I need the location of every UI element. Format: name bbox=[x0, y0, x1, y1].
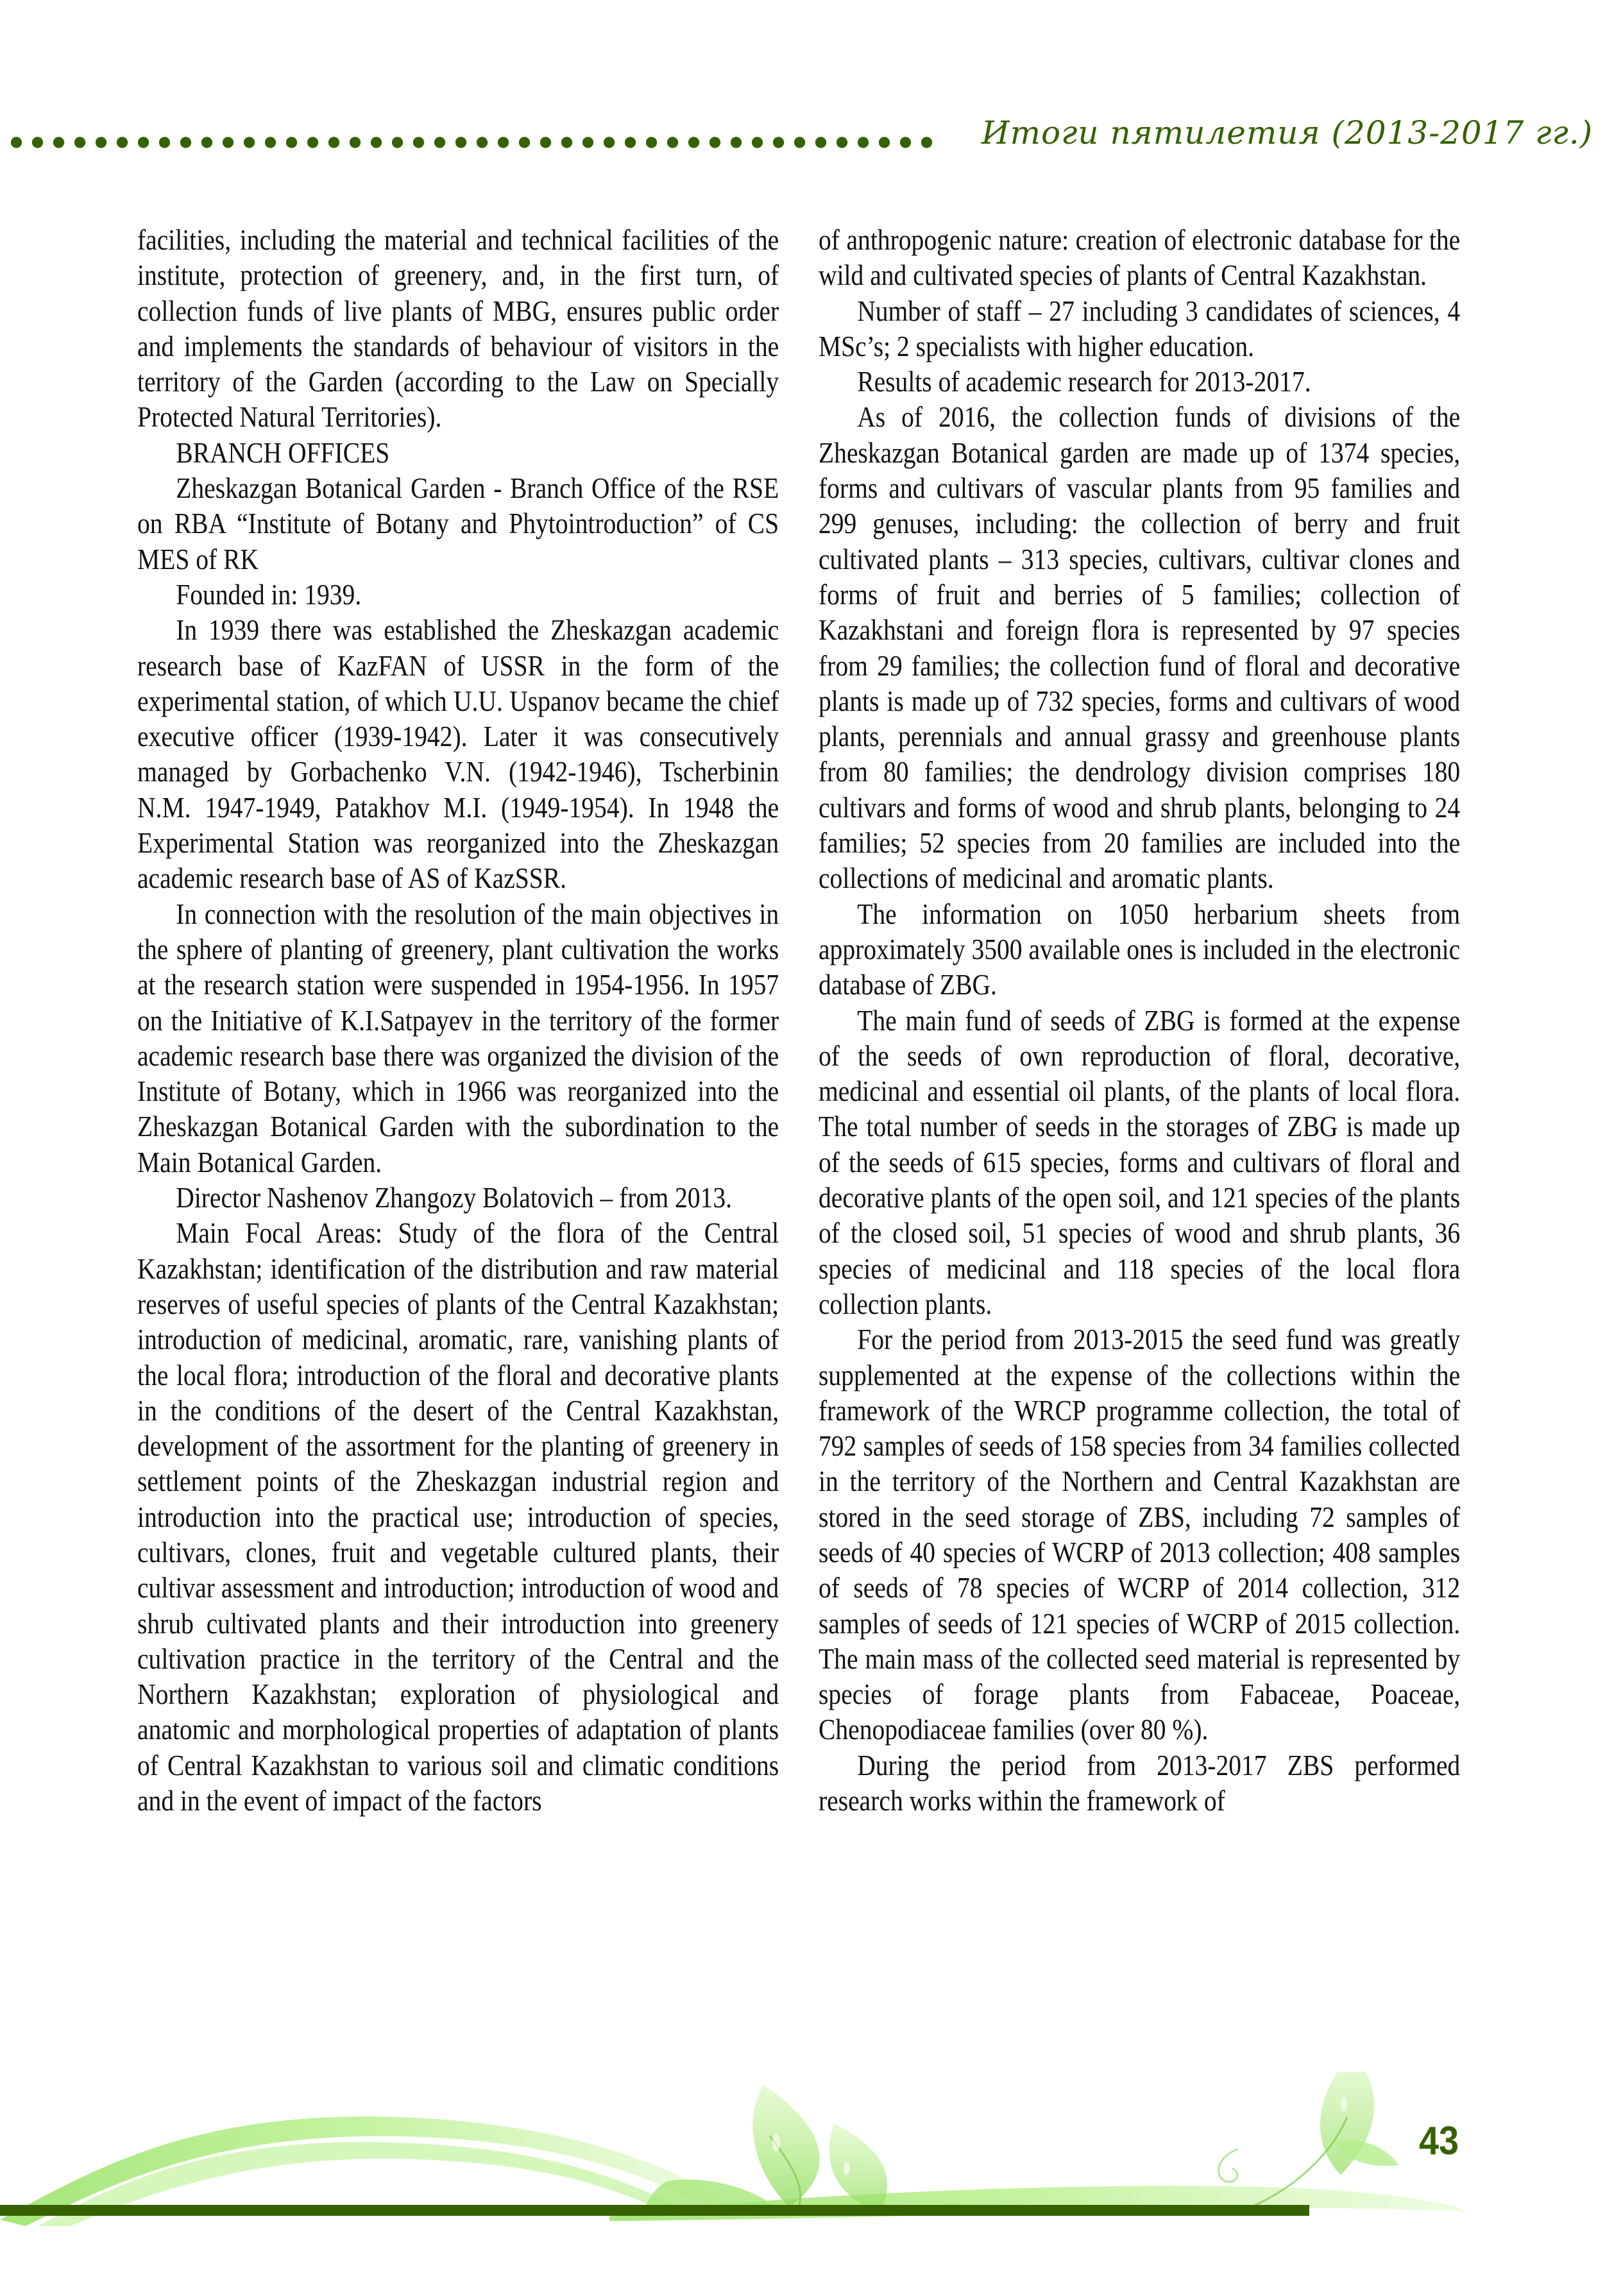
paragraph: As of 2016, the collection funds of divisions of the Zheskazgan Botanical garden are made up of 1374 species, forms and cultivars of vascular plants from 95 families and 299 genuses, including: the collection of berry and fruit cultivated plants – 313 species, cultivars, cultivar clones and forms of fruit and berries of 5 families; collection of Kazakhstani and foreign flora is represented by 97 species from 29 families; the collection fund of floral and decorative plants is made up of 732 species, forms and cultivars of wood plants, perennials and annual grassy and greenhouse plants from 80 families; the dendrology division comprises 180 cultivars and forms of wood and shrub plants, belonging to 24 families; 52 species from 20 families are included into the collections of medicinal and aromatic plants. bbox=[819, 400, 1461, 895]
paragraph: For the period from 2013-2015 the seed fund was greatly supplemented at the expense of the collections within the framework of the WRCP programme collection, the total of 792 samples of seeds of 158 species from 34 families collected in the territory of the Northern and Central Kazakhstan are stored in the seed storage of ZBS, including 72 samples of seeds of 40 species of WCRP of 2013 collection; 408 samples of seeds of 78 species of WCRP of 2014 collection, 312 samples of seeds of 121 species of WCRP of 2015 collection. The main mass of the collected seed material is represented by species of forage plants from Fabaceae, Poaceae, Chenopodiaceae families (over 80 %). bbox=[819, 1323, 1461, 1746]
paragraph: Number of staff – 27 including 3 candidates of sciences, 4 MSc’s; 2 specialists with higher education. bbox=[819, 294, 1461, 362]
leaf-swirl-decoration-icon bbox=[0, 2072, 1614, 2296]
paragraph: In 1939 there was established the Zheskazgan academic research base of KazFAN of USSR in the form of the experimental station, of which U.U. Uspanov became the chief executive officer (1939-1942). Later it was consecutively managed by Gorbachenko V.N. (1942-1946), Tscherbinin N.M. 1947-1949, Patakhov M.I. (1949-1954). In 1948 the Experimental Station was reorganized into the Zheskazgan academic research base of AS of KazSSR. bbox=[137, 613, 779, 895]
running-header-title: Итоги пятилетия (2013-2017 гг.) bbox=[981, 114, 1593, 151]
page-number: 43 bbox=[1419, 2119, 1459, 2163]
paragraph: facilities, including the material and technical facilities of the institute, protection of greenery, and, in the first turn, of collection funds of live plants of MBG, ensures public order and implements the standards of behaviour of visitors in the territory of the Garden (according to the Law on Specially Protected Natural Territories). bbox=[137, 223, 779, 434]
footer-bar bbox=[0, 2205, 1309, 2216]
paragraph: Director Nashenov Zhangozy Bolatovich – from 2013. bbox=[176, 1181, 733, 1214]
left-text-column bbox=[137, 222, 779, 1818]
paragraph: Founded in: 1939. bbox=[176, 577, 362, 611]
right-text-column bbox=[819, 222, 1460, 1818]
paragraph: The main fund of seeds of ZBG is formed at the expense of the seeds of own reproduction of floral, decorative, medicinal and essential oil plants, of the plants of local flora. The total number of seeds in the storages of ZBG is made up of the seeds of 615 species, forms and cultivars of floral and decorative plants of the open soil, and 121 species of the plants of the closed soil, 51 species of wood and shrub plants, 36 species of medicinal and 118 species of the local flora collection plants. bbox=[819, 1003, 1461, 1320]
paragraph: Zheskazgan Botanical Garden - Branch Office of the RSE on RBA “Institute of Botany and Phytointroduction” of CS MES of RK bbox=[137, 472, 779, 575]
paragraph: of anthropogenic nature: creation of electronic database for the wild and cultivated species of plants of Central Kazakhstan. bbox=[819, 223, 1461, 292]
section-heading-branch-offices: BRANCH OFFICES bbox=[176, 436, 390, 469]
paragraph: The information on 1050 herbarium sheets from approximately 3500 available ones is included in the electronic database of ZBG. bbox=[819, 897, 1461, 1001]
paragraph: During the period from 2013-2017 ZBS performed research works within the framework of bbox=[819, 1748, 1461, 1817]
paragraph: Main Focal Areas: Study of the flora of the Central Kazakhstan; identification of the distribution and raw material reserves of useful species of plants of the Central Kazakhstan; introduction of medicinal, aromatic, rare, vanishing plants of the local flora; introduction of the floral and decorative plants in the conditions of the desert of the Central Kazakhstan, development of the assortment for the planting of greenery in settlement points of the Zheskazgan industrial region and introduction into the practical use; introduction of species, cultivars, clones, fruit and vegetable cultured plants, their cultivar assessment and introduction; introduction of wood and shrub cultivated plants and their introduction into greenery cultivation practice in the territory of the Central and the Northern Kazakhstan; exploration of physiological and anatomic and morphological properties of adaptation of plants of Central Kazakhstan to various soil and climatic conditions and in the event of impact of the factors bbox=[137, 1216, 779, 1817]
header-dot-divider bbox=[11, 137, 935, 148]
paragraph: In connection with the resolution of the main objectives in the sphere of planting of greenery, plant cultivation the works at the research station were suspended in 1954-1956. In 1957 on the Initiative of K.I.Satpayev in the territory of the former academic research base there was organized the division of the Institute of Botany, which in 1966 was reorganized into the Zheskazgan Botanical Garden with the subordination to the Main Botanical Garden. bbox=[137, 897, 779, 1178]
paragraph: Results of academic research for 2013-2017. bbox=[857, 365, 1311, 398]
